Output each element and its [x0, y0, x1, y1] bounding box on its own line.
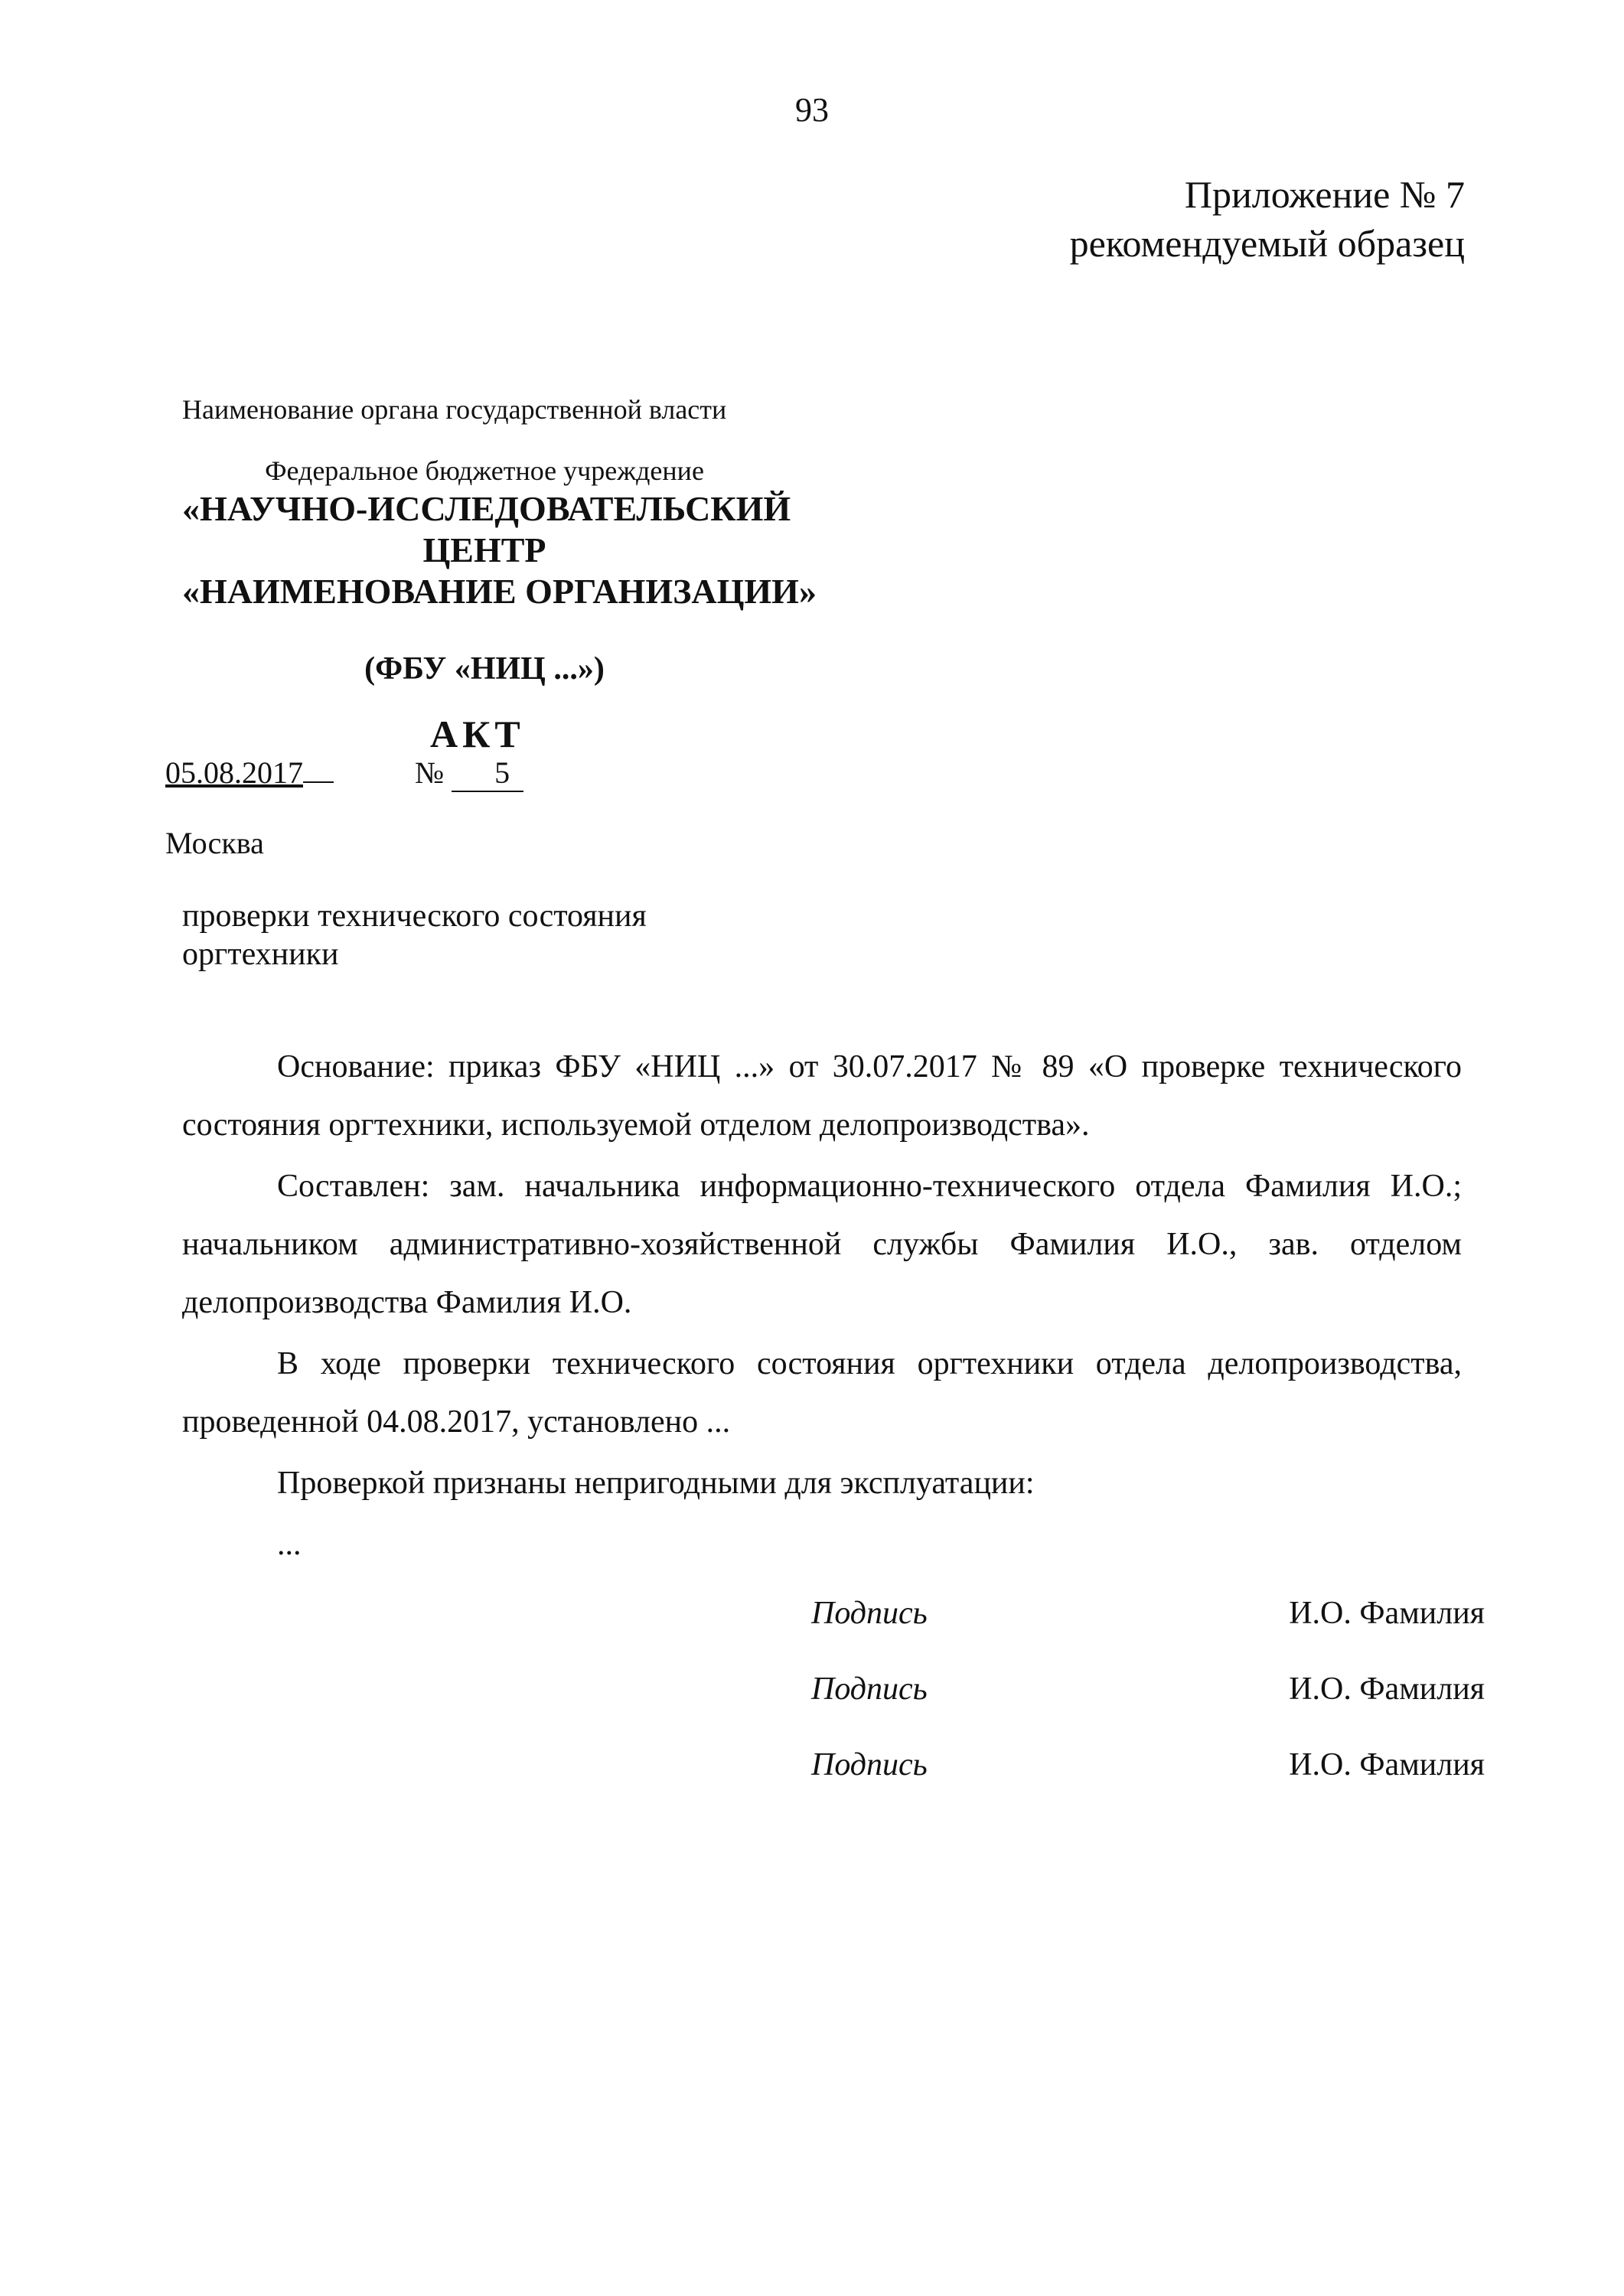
organization-name-line: «НАИМЕНОВАНИЕ ОРГАНИЗАЦИИ» — [182, 572, 817, 611]
authority-name: Наименование органа государственной власти — [182, 394, 727, 425]
document-number — [415, 755, 523, 792]
organization-name-line: ЦЕНТР — [422, 530, 546, 569]
signature-label: Подпись — [811, 1747, 928, 1782]
signature-label: Подпись — [811, 1596, 928, 1631]
appendix-title: Приложение № 7 — [1184, 173, 1465, 216]
subject-line: проверки технического состояния — [182, 899, 647, 934]
document-subject — [182, 897, 764, 974]
signature-row — [811, 1671, 1485, 1746]
document-number-value: 5 — [452, 755, 523, 792]
document-body — [182, 1038, 1462, 1577]
subject-line: оргтехники — [182, 937, 339, 972]
body-paragraph-compiled: Составлен: зам. начальника информационно-технического отдела Фамилия И.О.; начальником административно-хозяйственной службы Фамилия И.О., зав. отделом делопроизводства Фамилия И.О. — [182, 1169, 1462, 1320]
document-number-label: № — [415, 755, 445, 790]
signature-label: Подпись — [811, 1671, 928, 1707]
organization-name-line: «НАУЧНО-ИССЛЕДОВАТЕЛЬСКИЙ — [182, 489, 791, 528]
body-paragraph-unfit: Проверкой признаны непригодными для эксплуатации: — [277, 1466, 1035, 1501]
organization-block — [182, 453, 817, 687]
organization-short-name: (ФБУ «НИЦ ...») — [364, 651, 605, 687]
appendix-subtitle: рекомендуемый образец — [1069, 222, 1465, 265]
document-date-value: 05.08.2017 — [165, 755, 303, 790]
date-underline — [303, 755, 334, 783]
organization-type: Федеральное бюджетное учреждение — [265, 455, 704, 486]
body-paragraph-basis: Основание: приказ ФБУ «НИЦ ...» от 30.07.2017 № 89 «О проверке технического состояния оргтехники, используемой отделом делопроизводства». — [182, 1049, 1462, 1143]
appendix-header — [1070, 170, 1465, 268]
document-place: Москва — [165, 826, 264, 860]
signature-name: И.О. Фамилия — [1289, 1747, 1485, 1782]
signature-row — [811, 1746, 1485, 1822]
document-title: АКТ — [430, 713, 525, 755]
signature-name: И.О. Фамилия — [1289, 1671, 1485, 1707]
body-paragraph-findings: В ходе проверки технического состояния оргтехники отдела делопроизводства, проведенной 04.08.2017, установлено ... — [182, 1346, 1462, 1440]
signature-name: И.О. Фамилия — [1289, 1596, 1485, 1631]
document-date — [165, 755, 334, 791]
signature-row — [811, 1595, 1485, 1671]
body-paragraph-ellipsis: ... — [277, 1527, 302, 1562]
page-number: 93 — [795, 91, 829, 129]
signatures-block — [811, 1595, 1485, 1822]
